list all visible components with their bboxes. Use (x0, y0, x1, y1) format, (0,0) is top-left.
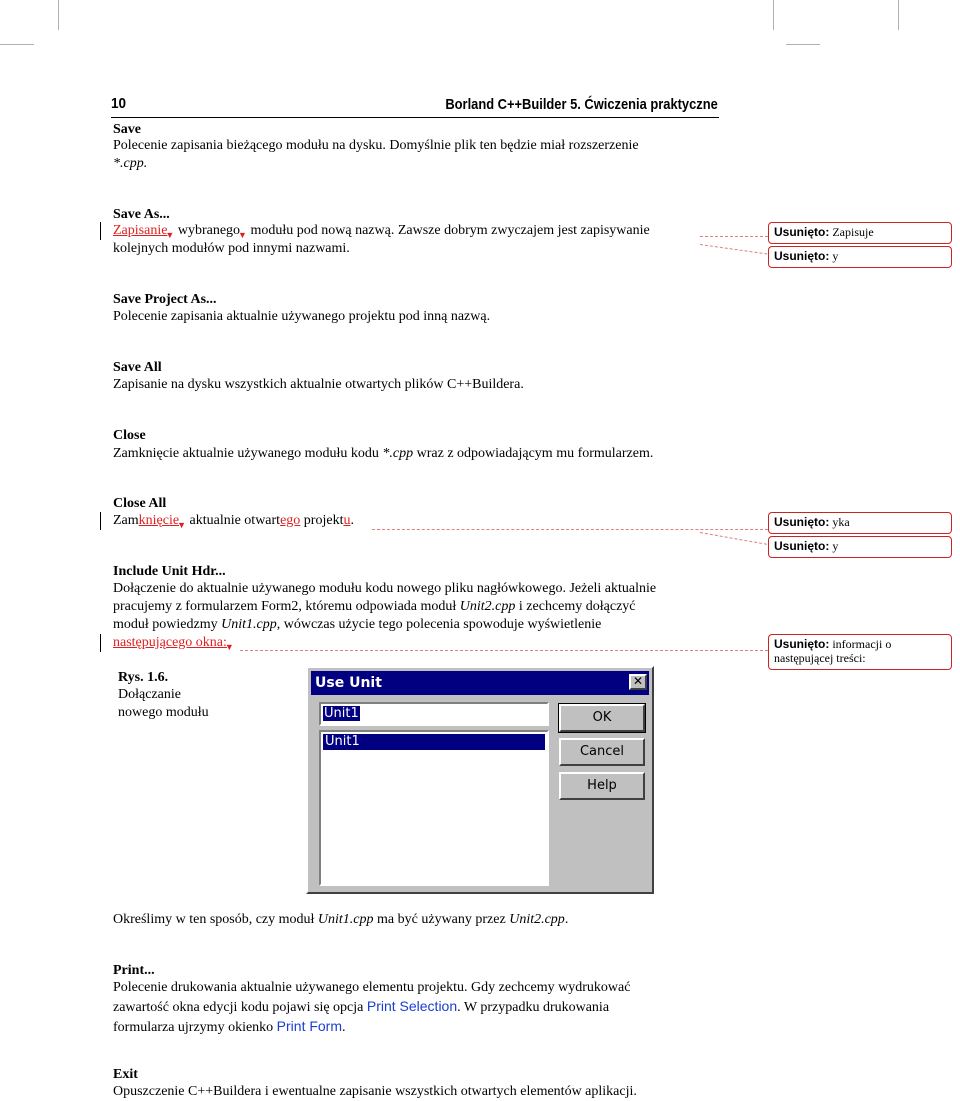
item-text-save-project-as: Polecenie zapisania aktualnie używanego projektu pod inną nazwą. (113, 309, 491, 324)
comment-label: Usunięto: (774, 249, 830, 263)
item-title-close: Close (113, 428, 146, 443)
change-bar (100, 634, 101, 652)
change-bar (100, 222, 101, 240)
close-icon[interactable]: ✕ (629, 674, 647, 690)
item-title-save-as: Save As... (113, 207, 170, 222)
help-button[interactable]: Help (559, 772, 645, 800)
item-text-exit: Opuszczenie C++Buildera i ewentualne zapisanie wszystkich otwartych elementów aplikacji. (113, 1084, 637, 1099)
comment-balloon[interactable] (768, 536, 952, 558)
item-title-save-project-as: Save Project As... (113, 292, 217, 307)
figure-caption: Dołączanie nowego modułu (118, 687, 209, 720)
ok-button[interactable]: OK (559, 704, 645, 732)
page-number: 10 (111, 95, 127, 112)
unit-name-value: Unit1 (324, 706, 359, 721)
comment-text: informacji o następującej treści: (774, 637, 892, 665)
comment-text: y (832, 539, 839, 553)
unit-list[interactable] (319, 730, 549, 886)
item-title-close-all: Close All (113, 496, 167, 511)
comment-balloon[interactable] (768, 634, 952, 670)
item-title-exit: Exit (113, 1067, 138, 1082)
item-text-include-unit: Dołączenie do aktualnie używanego modułu kodu nowego pliku nagłówkowego. Jeżeli aktualnie pracujemy z formularzem Form2, któremu odpowiada moduł Unit2.cpp i zechcemy dołączyć moduł powiedzmy Unit1.cpp, wówczas użycie tego polecenia spowoduje wyświetlenie następującego $okna:_▼$ (113, 581, 657, 652)
item-title-save-all: Save All (113, 360, 162, 375)
comment-balloon[interactable] (768, 512, 952, 534)
comment-leader (240, 650, 768, 651)
item-text-save-all: Zapisanie na dysku wszystkich aktualnie otwartych plików C++Buildera. (113, 377, 524, 392)
comment-leader (700, 236, 768, 237)
dialog-title: Use Unit (315, 675, 382, 691)
use-unit-dialog (306, 666, 654, 894)
comment-text: yka (832, 515, 850, 529)
item-text-print: Polecenie drukowania aktualnie używanego elementu projektu. Gdy zechcemy wydrukować zawartość okna edycji kodu pojawi się opcja Print Selection. W przypadku drukowania formularza ujrzymy okienko Print Form. (113, 980, 631, 1035)
figure-label: Rys. 1.6. (118, 670, 169, 685)
comment-label: Usunięto: (774, 539, 830, 553)
change-bar (100, 512, 101, 530)
cancel-button[interactable]: Cancel (559, 738, 645, 766)
item-text-close: Zamknięcie aktualnie używanego modułu kodu *.cpp wraz z odpowiadającym mu formularzem. (113, 446, 654, 461)
item-text-save: Polecenie zapisania bieżącego modułu na dysku. Domyślnie plik ten będzie miał rozszerzenie *.cpp. (113, 138, 639, 171)
book-title: Borland C++Builder 5. Ćwiczenia praktyczne (445, 96, 718, 113)
crop-mark (786, 44, 820, 45)
comment-leader (700, 532, 767, 545)
crop-mark (58, 0, 59, 30)
item-text-after-figure: Określimy w ten sposób, czy moduł Unit1.cpp ma być używany przez Unit2.cpp. (113, 912, 569, 927)
item-title-save: Save (113, 122, 141, 137)
item-title-print: Print... (113, 963, 155, 978)
unit-name-input[interactable] (319, 702, 549, 726)
item-text-save-as: Zapisanie$_▼$ wybranego$_▼$ modułu pod nową nazwą. Zawsze dobrym zwyczajem jest zapisywanie kolejnych modułów pod innymi nazwami. (113, 223, 650, 256)
crop-mark (773, 0, 774, 30)
dialog-titlebar[interactable] (311, 671, 649, 695)
item-text-close-all: Zamknięcie$_▼$ aktualnie otwartego projektu. (113, 513, 354, 530)
comment-leader (372, 529, 768, 530)
comment-label: Usunięto: (774, 515, 830, 529)
list-item[interactable]: Unit1 (323, 734, 545, 750)
comment-balloon[interactable] (768, 222, 952, 244)
crop-mark (898, 0, 899, 30)
comment-balloon[interactable] (768, 246, 952, 268)
comment-text: y (832, 249, 839, 263)
comment-label: Usunięto: (774, 637, 830, 651)
crop-mark (0, 44, 34, 45)
header-rule (111, 117, 719, 118)
comment-text: Zapisuje (832, 225, 874, 239)
comment-label: Usunięto: (774, 225, 830, 239)
item-title-include-unit: Include Unit Hdr... (113, 564, 226, 579)
